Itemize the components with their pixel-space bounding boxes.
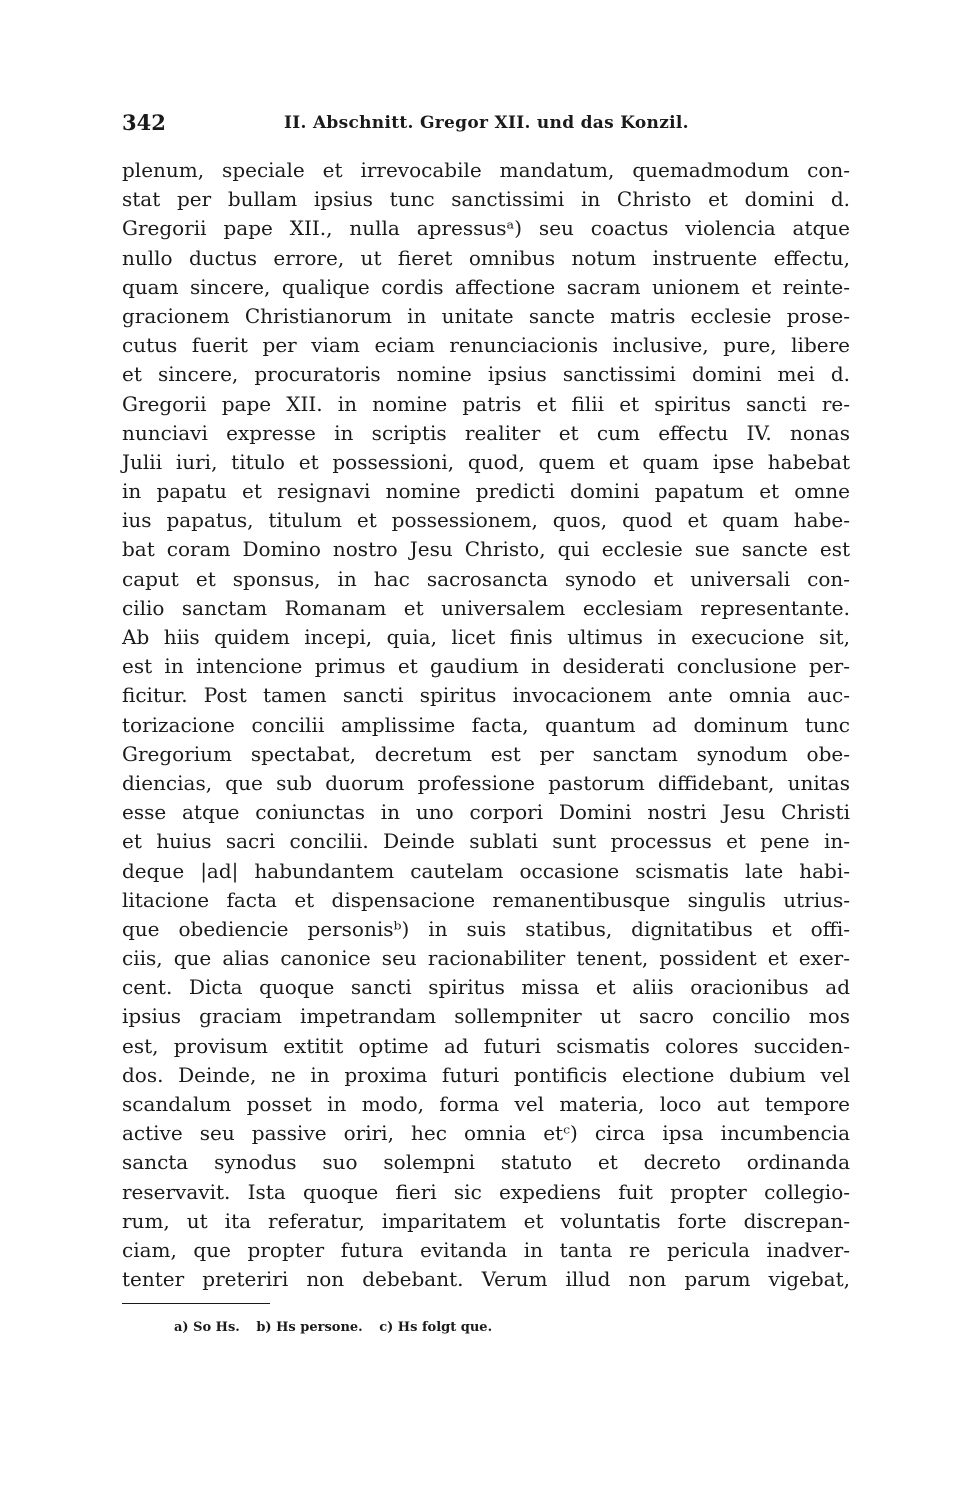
text-line: deque |ad| habundantem cautelam occasione scismatis late habi- — [122, 858, 850, 883]
text-line: reservavit. Ista quoque fieri sic expediens fuit propter collegio- — [122, 1179, 850, 1204]
text-line: litacione facta et dispensacione remanentibusque singulis utrius- — [122, 887, 850, 912]
text-line: ipsius graciam impetrandam sollempniter ut sacro concilio mos — [122, 1004, 850, 1029]
text-line: rum, ut ita referatur, imparitatem et voluntatis forte discrepan- — [122, 1208, 850, 1233]
text-line: bat coram Domino nostro Jesu Christo, qui ecclesie sue sancte est — [122, 537, 850, 562]
text-line: et sincere, procuratoris nomine ipsius sanctissimi domini mei d. — [122, 362, 850, 387]
text-line: ius papatus, titulum et possessionem, quos, quod et quam habe- — [122, 508, 850, 533]
text-line: dos. Deinde, ne in proxima futuri pontificis electione dubium vel — [122, 1062, 850, 1087]
footnote-divider — [122, 1303, 270, 1304]
text-line: esse atque coniunctas in uno corpori Domini nostri Jesu Christi — [122, 800, 850, 825]
text-line: torizacione concilii amplissime facta, quantum ad dominum tunc — [122, 712, 850, 737]
page-header — [122, 110, 852, 140]
text-line: cent. Dicta quoque sancti spiritus missa et aliis oracionibus ad — [122, 975, 850, 1000]
text-line: et huius sacri concilii. Deinde sublati sunt processus et pene in- — [122, 829, 850, 854]
page-number: 342 — [122, 110, 166, 135]
text-line: Ab hiis quidem incepi, quia, licet finis ultimus in execucione sit, — [122, 625, 850, 649]
text-line: ciis, que alias canonice seu racionabiliter tenent, possident et exer- — [122, 946, 850, 971]
footnotes — [174, 1320, 504, 1335]
text-line: nunciavi expresse in scriptis realiter et cum effectu IV. nonas — [122, 420, 850, 445]
text-line: in papatu et resignavi nomine predicti domini papatum et omne — [122, 479, 850, 504]
text-line: gracionem Christianorum in unitate sancte matris ecclesie prose- — [122, 303, 850, 328]
text-line: Gregorii pape XII. in nomine patris et filii et spiritus sancti re- — [122, 391, 850, 416]
text-line: est, provisum extitit optime ad futuri scismatis colores succiden- — [122, 1033, 850, 1058]
footnote-c: c) Hs folgt que. — [379, 1320, 493, 1335]
text-line: Gregorium spectabat, decretum est per sanctam synodum obe- — [122, 741, 850, 766]
text-line: cutus fuerit per viam eciam renunciacionis inclusive, pure, libere — [122, 333, 850, 358]
text-line: scandalum posset in modo, forma vel materia, loco aut tempore — [122, 1092, 850, 1116]
body-text — [122, 156, 850, 1294]
text-line: cilio sanctam Romanam et universalem ecclesiam representante. — [122, 595, 850, 620]
text-line: nullo ductus errore, ut fieret omnibus notum instruente effectu, — [122, 245, 850, 270]
text-line: ciam, que propter futura evitanda in tanta re pericula inadver- — [122, 1237, 850, 1262]
text-line: active seu passive oriri, hec omnia etᶜ) circa ipsa incumbencia — [122, 1121, 850, 1146]
text-line: stat per bullam ipsius tunc sanctissimi in Christo et domini d. — [122, 187, 850, 212]
running-head: II. Abschnitt. Gregor XII. und das Konzil. — [284, 113, 689, 133]
text-line: ficitur. Post tamen sancti spiritus invocacionem ante omnia auc- — [122, 683, 850, 708]
text-line: que obediencie personisᵇ) in suis statibus, dignitatibus et offi- — [122, 916, 850, 941]
text-line: tenter preteriri non debebant. Verum illud non parum vigebat, — [122, 1267, 850, 1292]
text-line: plenum, speciale et irrevocabile mandatum, quemadmodum con- — [122, 158, 850, 182]
text-line: quam sincere, qualique cordis affectione sacram unionem et reinte- — [122, 274, 850, 299]
text-line: est in intencione primus et gaudium in desiderati conclusione per- — [122, 654, 850, 679]
text-line: Julii iuri, titulo et possessioni, quod, quem et quam ipse habebat — [122, 449, 850, 474]
text-line: diencias, que sub duorum professione pastorum diffidebant, unitas — [122, 770, 850, 795]
footnote-b: b) Hs persone. — [256, 1320, 363, 1335]
text-line: sancta synodus suo solempni statuto et decreto ordinanda — [122, 1150, 850, 1175]
text-line: Gregorii pape XII., nulla apressusᵃ) seu coactus violencia atque — [122, 216, 850, 241]
footnote-a: a) So Hs. — [174, 1320, 240, 1335]
text-line: caput et sponsus, in hac sacrosancta synodo et universali con- — [122, 566, 850, 591]
